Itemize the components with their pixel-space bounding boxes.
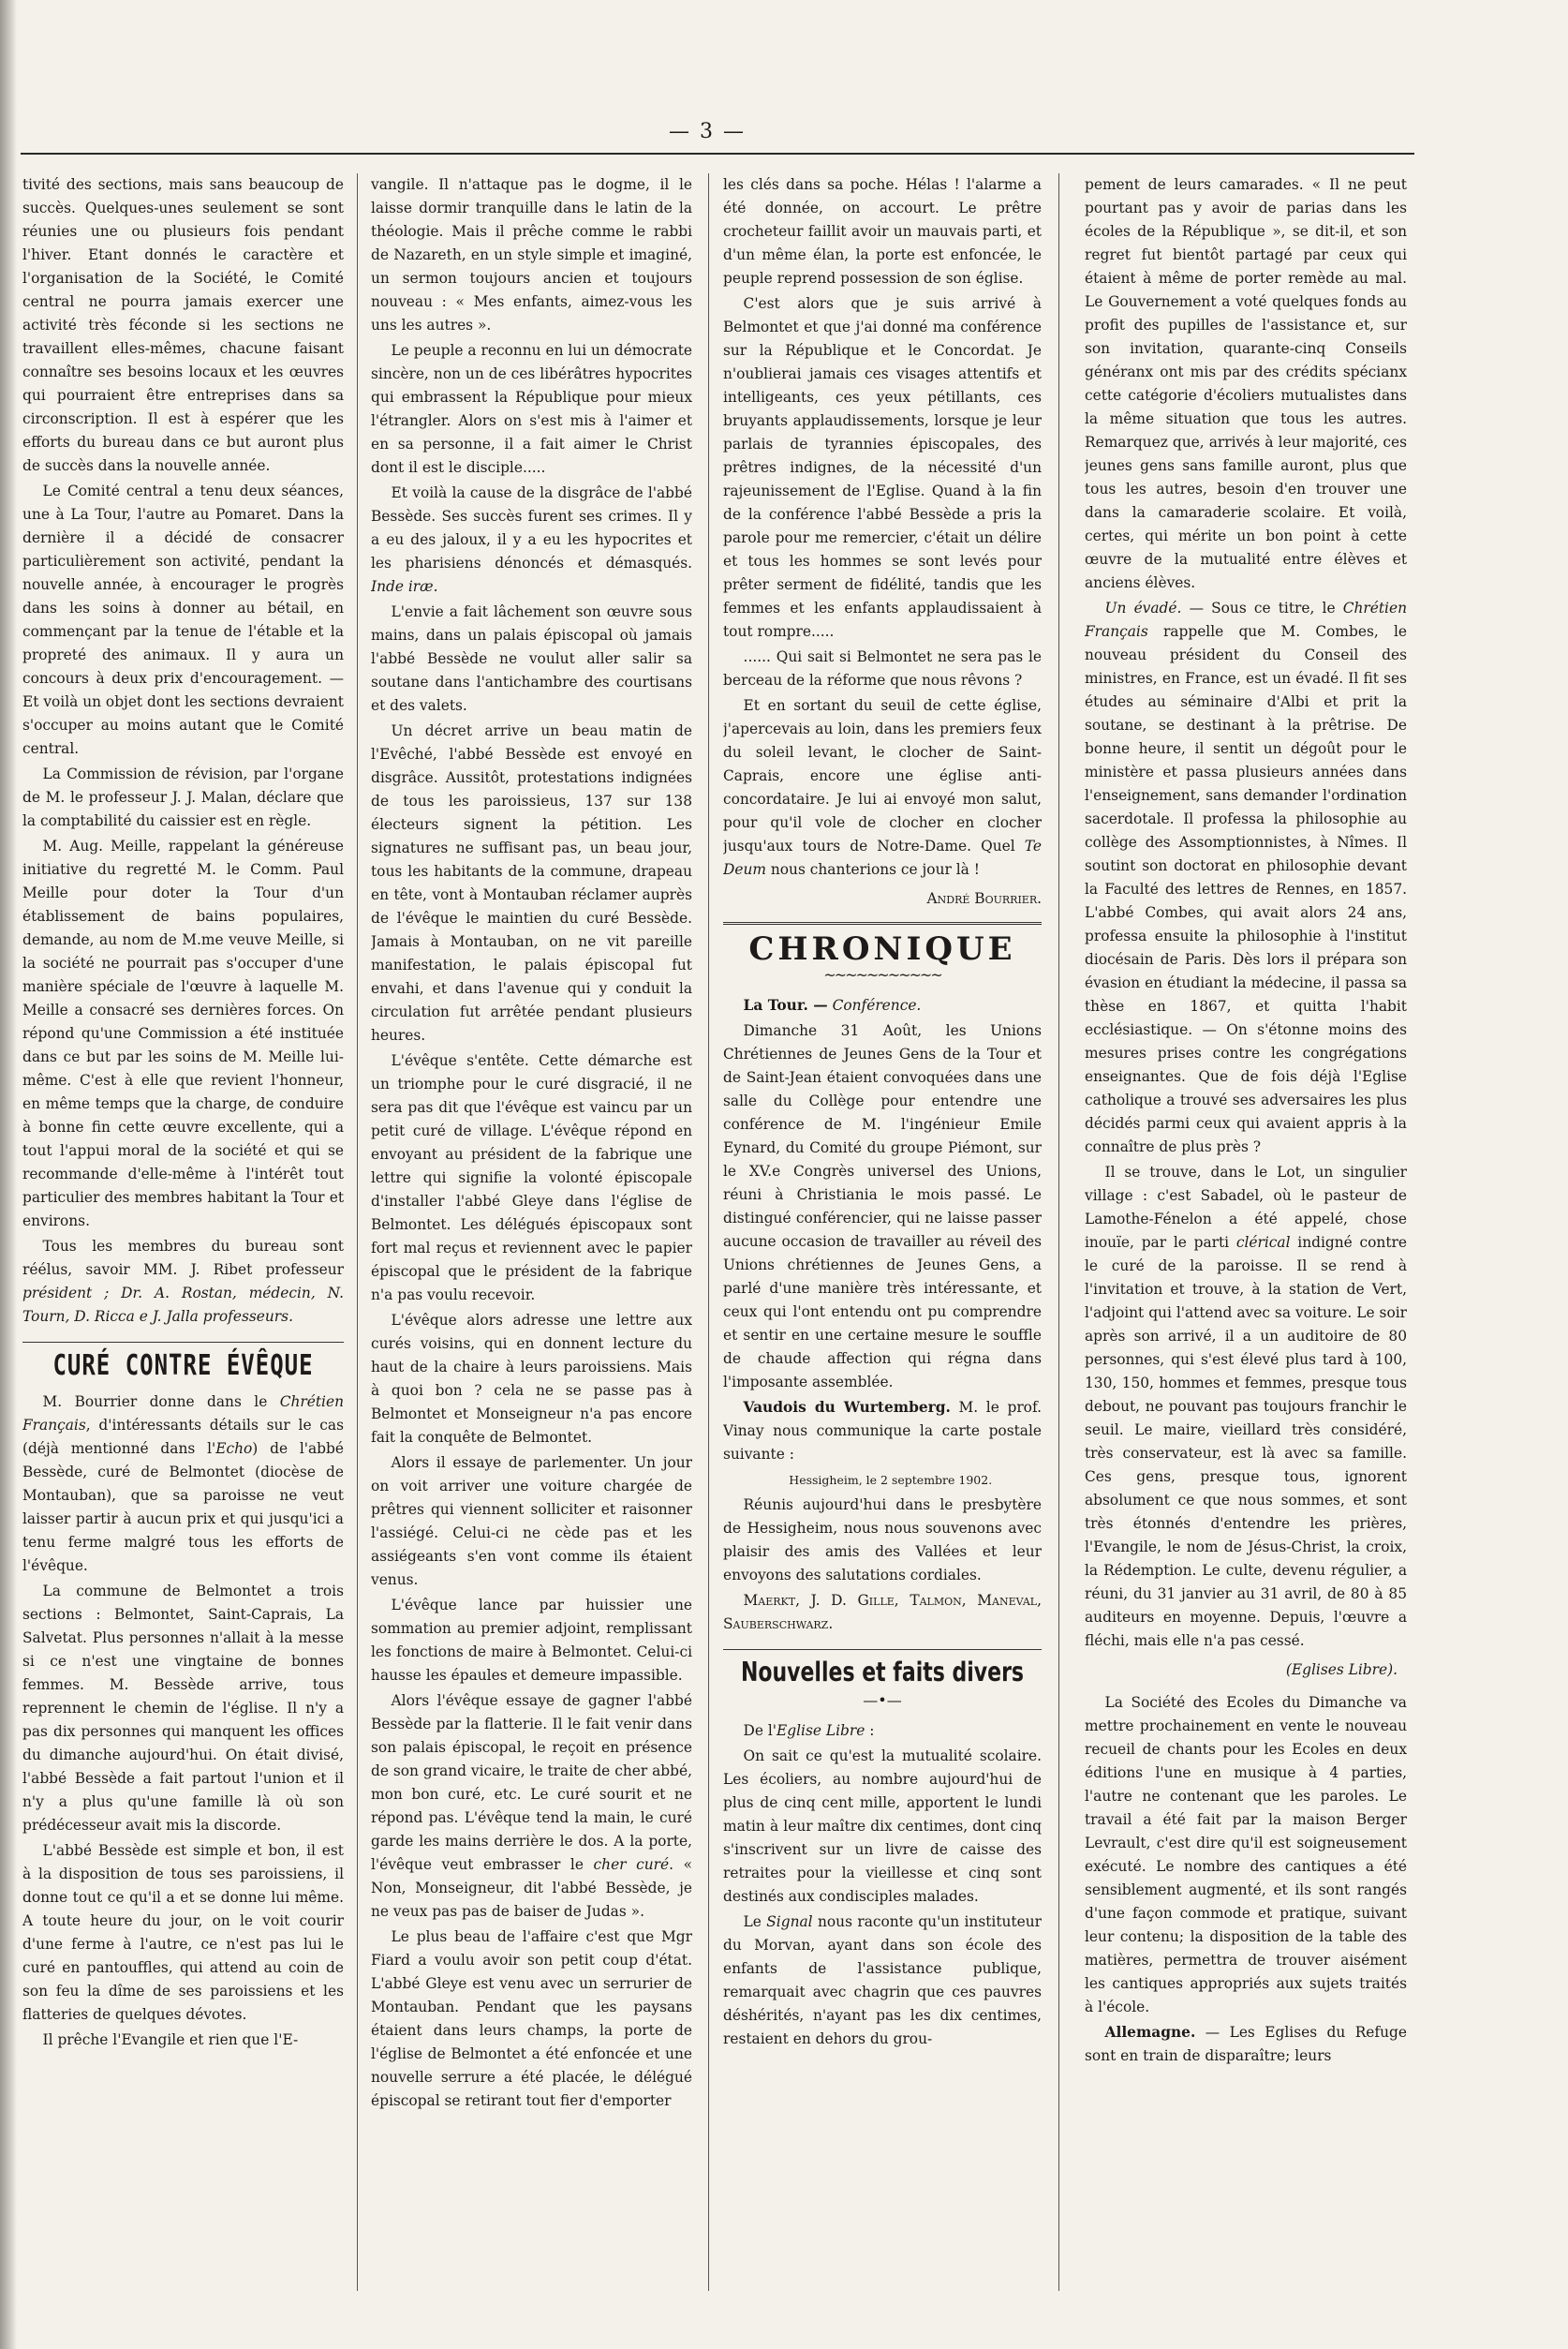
paragraph: L'évêque lance par huissier une sommation au premier adjoint, remplissant les fonctions de maire à Belmontet. Celui-ci hausse les épaules et demeure impassible.	[371, 1597, 692, 1684]
column-3	[723, 173, 1042, 2328]
news-item-allemagne: Allemagne. — Les Eglises du Refuge sont en train de disparaître; leurs	[1085, 2024, 1407, 2064]
paragraph: Le peuple a reconnu en lui un démocrate sincère, non un de ces libérâtres hypocrites qui embrassent la République pour mieux l'étrangler. Alors on s'est mis à l'aimer et en sa personne, il a fait aimer le Christ dont il est le disciple.....	[371, 342, 692, 476]
paragraph: pement de leurs camarades. « Il ne peut pourtant pas y avoir de parias dans les écoles de la République », se dit-il, et son regret fut bientôt partagé par ceux qui étaient à même de porter remède au mal. Le Gouvernement a voté quelques fonds au profit des pupilles de l'assistance et, sur son invitation, quarante-cinq Conseils généranx ont mis par des crédits spécianx cette catégorie d'écoliers mutualistes dans la même situation que tous les autres. Remarquez que, arrivés à leur majorité, ces jeunes gens sans famille auront, plus que tous les autres, besoin d'en trouver une dans la camaraderie scolaire. Et voilà, certes, qui mérite un bon point à cette œuvre de la mutualité entre élèves et anciens élèves.	[1085, 176, 1407, 591]
paragraph: La Commission de révision, par l'organe de M. le professeur J. J. Malan, déclare que la comptabilité du caissier est en règle.	[22, 766, 344, 829]
scan-edge-shadow	[0, 0, 17, 2349]
column-1	[22, 173, 344, 2328]
heading-ornament: —•—	[863, 1691, 902, 1709]
header-rule	[21, 153, 1414, 155]
nouvelles-heading: Nouvelles et faits divers	[740, 1658, 1025, 1688]
paragraph: Le Signal nous raconte qu'un instituteur du Morvan, ayant dans son école des enfants de l'assistance publique, remarquait avec chagrin que ces pauvres déshérités, n'ayant pas les dix centimes, restaient en dehors du grou-	[723, 1913, 1042, 2047]
news-item-vaudois: Vaudois du Wurtemberg. M. le prof. Vinay nous communique la carte postale suivante :	[723, 1399, 1042, 1463]
section-rule	[22, 1342, 344, 1343]
paragraph: L'envie a fait lâchement son œuvre sous mains, dans un palais épiscopal où jamais l'abbé Bessède ne voulut aller salir sa soutane dans l'antichambre des courtisans et des valets.	[371, 603, 692, 714]
dateline: Hessigheim, le 2 septembre 1902.	[789, 1473, 993, 1487]
section-rule	[723, 922, 1042, 925]
signature: André Bourrier.	[926, 890, 1042, 907]
paragraph: L'évêque alors adresse une lettre aux curés voisins, qui en donnent lecture du haut de la chaire à leurs paroissiens. Mais à quoi bon ? cela ne se passe pas à Belmontet et Monseigneur n'a pas encore fait la conquête de Belmontet.	[371, 1312, 692, 1446]
paragraph: tivité des sections, mais sans beaucoup de succès. Quelques-unes seulement se sont réunies une ou plusieurs fois pendant l'hiver. Etant donnés le caractère et l'organisation de la Société, le Comité central ne pourra jamais exercer une activité très féconde si les sections ne travaillent elles-mêmes, chacune faisant connaître ses besoins locaux et les œuvres qui pourraient être entreprises dans sa circonscription. Il est à espérer que les efforts du bureau dans ce but auront plus de succès dans la nouvelle année.	[22, 176, 344, 474]
column-divider	[708, 173, 709, 2291]
paragraph: Tous les membres du bureau sont réélus, savoir MM. J. Ribet professeur président ; Dr. A. Rostan, médecin, N. Tourn, D. Ricca e J. Jalla professeurs.	[22, 1238, 344, 1325]
paragraph: Et en sortant du seuil de cette église, j'apercevais au loin, dans les premiers feux du soleil levant, le clocher de Saint-Caprais, encore une église anti-concordataire. Je lui ai envoyé mon salut, pour qu'il vole de clocher en clocher jusqu'aux tours de Notre-Dame. Quel Te Deum nous chanterions ce jour là !	[723, 697, 1042, 878]
column-divider	[1058, 173, 1059, 2291]
chronique-heading: CHRONIQUE	[748, 930, 1016, 968]
paragraph: Il se trouve, dans le Lot, un singulier village : c'est Sabadel, où le pasteur de Lamothe-Fénelon a été appelé, chose inouïe, par le parti clérical indigné contre le curé de la paroisse. Il se rend à l'invitation et trouve, à la station de Vert, l'adjoint qui l'attend avec sa voiture. Le soir après son arrivé, il a un auditoire de 80 personnes, qui s'est élevé plus tard à 100, 130, 150, hommes et femmes, presque tous debout, ne pouvant pas toujours franchir le seuil. Le maire, vieillard très considéré, très conservateur, est là avec sa famille. Ces gens, presque tous, ignorent absolument ce que nous sommes, et sont très étonnés d'entendre les prières, l'Evangile, le nom de Jésus-Christ, la croix, la Rédemption. Le culte, devenu régulier, a réuni, du 31 janvier au 31 avril, de 80 à 85 auditeurs en moyenne. Depuis, l'œuvre a fléchi, mais elle n'a pas cessé.	[1085, 1164, 1407, 1649]
paragraph: ...... Qui sait si Belmontet ne sera pas le berceau de la réforme que nous rêvons ?	[723, 648, 1042, 689]
column-4	[1085, 173, 1407, 2328]
paragraph: C'est alors que je suis arrivé à Belmontet et que j'ai donné ma conférence sur la République et le Concordat. Je n'oublierai jamais ces visages attentifs et intelligeants, ces yeux pétillants, ces bruyants applaudissements, lorsque je leur parlais de tyrannies épiscopales, des prêtres indignes, de la nécessité d'un rajeunissement de l'Eglise. Quand à la fin de la conférence l'abbé Bessède a pris la parole pour me remercier, c'était un délire et tous les hommes se sont levés pour prêter serment de fidélité, tandis que les femmes et les enfants applaudissaient à tout rompre.....	[723, 295, 1042, 640]
paragraph: les clés dans sa poche. Hélas ! l'alarme a été donnée, on accourt. Le prêtre crocheteur faillit avoir un mauvais parti, et d'un même élan, la porte est enfoncée, le peuple reprend possession de son église.	[723, 176, 1042, 287]
paragraph: Réunis aujourd'hui dans le presbytère de Hessigheim, nous nous souvenons avec plaisir des amis des Vallées et leur envoyons des salutations cordiales.	[723, 1496, 1042, 1583]
paragraph: Et voilà la cause de la disgrâce de l'abbé Bessède. Ses succès furent ses crimes. Il y a eu des jaloux, il y a eu les hypocrites et les pharisiens dénoncés et démasqués. Inde iræ.	[371, 484, 692, 595]
source-line: De l'Eglise Libre :	[743, 1722, 875, 1739]
paragraph: Il prêche l'Evangile et rien que l'E-	[42, 2031, 299, 2048]
column-divider	[357, 173, 358, 2291]
paragraph: vangile. Il n'attaque pas le dogme, il le laisse dormir tranquille dans le latin de la théologie. Mais il prêche comme le rabbi de Nazareth, en un style simple et imaginé, un sermon toujours ancien et toujours nouveau : « Mes enfants, aimez-vous les uns les autres ».	[371, 176, 692, 334]
paragraph: L'abbé Bessède est simple et bon, il est à la disposition de tous ses paroissiens, il donne tout ce qu'il a et se donne lui même. A toute heure du jour, on le voit courir d'une ferme à l'autre, ce n'est pas lui le curé en pantouffles, qui attend au coin de son feu la dîme de ses paroissiens et les flatteries de quelques dévotes.	[22, 1842, 344, 2023]
news-item-la-tour: La Tour. — Conférence.	[743, 997, 922, 1014]
paragraph: On sait ce qu'est la mutualité scolaire. Les écoliers, au nombre aujourd'hui de plus de cinq cent mille, apportent le lundi matin à leur maître dix centimes, dont cinq s'inscrivent sur un livre de caisse des retraites pour la vieillesse et cinq sont destinés aux condisciples malades.	[723, 1747, 1042, 1905]
paragraph: Le Comité central a tenu deux séances, une à La Tour, l'autre au Pomaret. Dans la dernière il a décidé de consacrer particulièrement son activité, pendant la nouvelle année, à encourager le progrès dans les soins à donner au bétail, en commençant par la tenue de l'étable et la propreté des animaux. Il y aura un concours à deux prix d'encouragement. — Et voilà un objet dont les sections devraient s'occuper au moins autant que le Comité central.	[22, 483, 344, 757]
signatories: Maerkt, J. D. Gille, Talmon, Maneval, Sauberschwarz.	[723, 1592, 1042, 1632]
section-rule	[723, 1649, 1042, 1650]
news-item-evade: Un évadé. — Sous ce titre, le Chrétien Français rappelle que M. Combes, le nouveau président du Conseil des ministres, en France, est un évadé. Il fit ses études au séminaire d'Albi et prit la soutane, se destinant à la prêtrise. De bonne heure, il sentit un dégoût pour le ministère et passa plusieurs années dans l'enseignement, sans demander l'ordination sacerdotale. Il professa la philosophie au collège des Assomptionnistes, à Nîmes. Il soutint son doctorat en philosophie devant la Faculté des lettres de Rennes, en 1857. L'abbé Combes, qui avait alors 24 ans, professa ensuite la philosophie à l'institut diocésain de Paris. Dès lors il prépara son évasion en étudiant la médecine, il passa sa thèse en 1867, et quitta l'habit ecclésiastique. — On s'étonne moins des mesures prises contre les congrégations enseignantes. Que de fois déjà l'Eglise catholique a trouvé ses adversaires les plus décidés parmi ceux qui avaient appris à la connaître de plus près ?	[1085, 600, 1407, 1155]
page-number: — 3 —	[669, 120, 746, 143]
paragraph: Alors l'évêque essaye de gagner l'abbé Bessède par la flatterie. Il le fait venir dans son palais épiscopal, le reçoit en présence de son grand vicaire, le traite de cher abbé, mon bon curé, etc. Le curé sourit et ne répond pas. L'évêque tend la main, le curé garde les mains derrière le dos. A la porte, l'évêque veut embrasser le cher curé. « Non, Monseigneur, dit l'abbé Bessède, je ne veux pas pas de baiser de Judas ».	[371, 1692, 692, 1920]
paragraph: L'évêque s'entête. Cette démarche est un triomphe pour le curé disgracié, il ne sera pas dit que l'évêque est vaincu par un petit curé de village. L'évêque répond en envoyant au président de la fabrique une lettre qui signifie la volonté épiscopale d'installer l'abbé Gleye dans l'église de Belmontet. Les délégués épiscopaux sont fort mal reçus et reviennent avec le papier épiscopal que le président de la fabrique n'a pas voulu recevoir.	[371, 1052, 692, 1303]
paragraph: Alors il essaye de parlementer. Un jour on voit arriver une voiture chargée de prêtres qui viennent solliciter et raisonner l'assiégé. Celui-ci ne cède pas et les assiégeants s'en vont comme ils étaient venus.	[371, 1454, 692, 1588]
article-heading: CURÉ CONTRE ÉVÊQUE	[52, 1348, 314, 1382]
paragraph: M. Bourrier donne dans le Chrétien Français, d'intéressants détails sur le cas (déjà mentionné dans l'Echo) de l'abbé Bessède, curé de Belmontet (diocèse de Montauban), que sa paroisse ne veut laisser partir à aucun prix et qui jusqu'ici a tenu ferme malgré tous les efforts de l'évêque.	[22, 1393, 344, 1574]
paragraph: M. Aug. Meille, rappelant la généreuse initiative du regretté M. le Comm. Paul Meille pour doter la Tour d'un établissement de bains populaires, demande, au nom de M.me veuve Meille, si la société ne pourrait pas s'occuper d'une manière spéciale de l'œuvre à laquelle M. Meille a consacré ses dernières forces. On répond qu'une Commission a été instituée dans ce but par les soins de M. Meille lui-même. C'est à elle que revient l'honneur, en même temps que la charge, de conduire à bonne fin cette œuvre excellente, qui a tout l'appui moral de la société et qui se recommande d'elle-même à l'intérêt tout particulier des membres habitant la Tour et environs.	[22, 838, 344, 1229]
paragraph: Un décret arrive un beau matin de l'Evêché, l'abbé Bessède est envoyé en disgrâce. Aussitôt, protestations indignées de tous les paroissieus, 137 sur 138 électeurs signent la pétition. Les signatures ne suffisant pas, un beau jour, tous les habitants de la commune, drapeau en tête, vont à Montauban réclamer auprès de l'évêque le maintien du curé Bessède. Jamais à Montauban, on ne vit pareille manifestation, le palais épiscopal fut envahi, et dans l'avenue qui y conduit la circulation fut arrêtée pendant plusieurs heures.	[371, 722, 692, 1044]
source-attribution: (Eglises Libre).	[1285, 1661, 1398, 1678]
heading-ornament: ~~~~~~~~~~~	[823, 966, 941, 984]
paragraph: Dimanche 31 Août, les Unions Chrétiennes de Jeunes Gens de la Tour et de Saint-Jean étaient convoquées dans une salle du Collège pour entendre une conférence de M. l'ingénieur Emile Eynard, du Comité du groupe Piémont, sur le XV.e Congrès universel des Unions, réuni à Christiania le mois passé. Le distingué conférencier, qui ne laisse passer aucune occasion de travailler au réveil des Unions chrétiennes de Jeunes Gens, a parlé d'une manière très intéressante, et ceux qui l'ont entendu ont pu comprendre et sentir en une certaine mesure le souffle de chaude affection qui régna dans l'imposante assemblée.	[723, 1022, 1042, 1390]
column-2	[371, 173, 692, 2328]
paragraph: La commune de Belmontet a trois sections : Belmontet, Saint-Caprais, La Salvetat. Plus personnes n'allait à la messe si ce n'est une vingtaine de bonnes femmes. M. Bessède arrive, tous reprennent le chemin de l'église. Il n'y a pas dix personnes qui manquent les offices du dimanche aujourd'hui. On était divisé, l'abbé Bessède a fait partout l'union et il n'y a plus qu'une famille là où son prédécesseur avait mis la discorde.	[22, 1583, 344, 1834]
paragraph: Le plus beau de l'affaire c'est que Mgr Fiard a voulu avoir son petit coup d'état. L'abbé Gleye est venu avec un serrurier de Montauban. Pendant que les paysans étaient dans leurs champs, la porte de l'église de Belmontet a été enfoncée et une nouvelle serrure a été placée, le délégué épiscopal se retirant tout fier d'emporter	[371, 1928, 692, 2109]
paragraph: La Société des Ecoles du Dimanche va mettre prochainement en vente le nouveau recueil de chants pour les Ecoles en deux éditions l'une en musique à 4 parties, l'autre ne contenant que les paroles. Le travail a été fait par la maison Berger Levrault, c'est dire qu'il est soigneusement exécuté. Le nombre des cantiques a été sensiblement augmenté, et ils sont rangés d'une façon commode et pratique, suivant leur contenu; la disposition de la table des matières, permettra de trouver aisément les cantiques appropriés aux sujets traités à l'école.	[1085, 1694, 1407, 2015]
